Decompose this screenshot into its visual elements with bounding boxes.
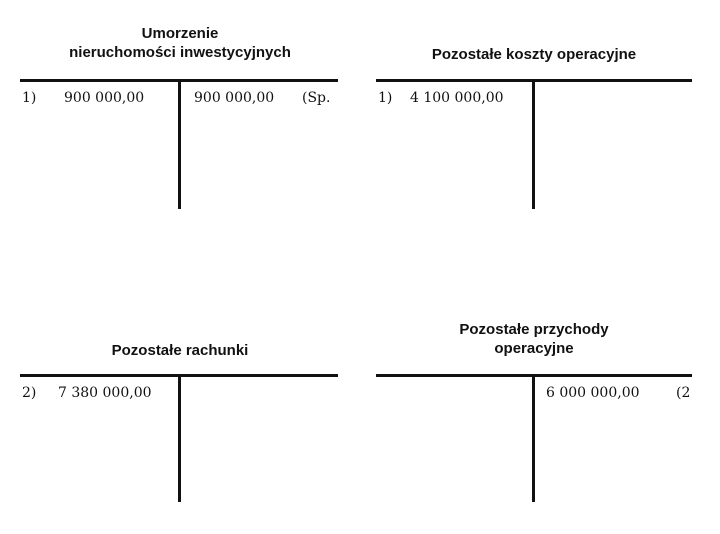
credit-entry-ref: (Sp.: [302, 90, 331, 106]
t-account-pozostale-koszty: [360, 0, 720, 267]
t-account-vertical-line: [532, 374, 535, 502]
credit-entry-ref: (2: [676, 385, 691, 401]
account-title: Pozostałe koszty operacyjne: [431, 46, 637, 63]
t-account-umorzenie: [0, 0, 360, 267]
t-account-vertical-line: [178, 79, 181, 209]
debit-entry-ref: 1): [378, 90, 393, 106]
account-title: Umorzenie nieruchomości inwestycyjnych: [69, 25, 291, 61]
t-account-vertical-line: [532, 79, 535, 209]
credit-entry-amount: 900 000,00: [194, 90, 275, 106]
credit-entry-amount: 6 000 000,00: [546, 385, 640, 401]
debit-entry-amount: 4 100 000,00: [410, 90, 504, 106]
account-title: Pozostałe rachunki: [111, 342, 249, 359]
t-account-pozostale-rachunki: [0, 267, 360, 534]
account-title: Pozostałe przychody operacyjne: [459, 321, 609, 357]
debit-entry-amount: 900 000,00: [64, 90, 145, 106]
debit-entry-ref: 1): [22, 90, 37, 106]
t-account-vertical-line: [178, 374, 181, 502]
debit-entry-ref: 2): [22, 385, 37, 401]
t-account-pozostale-przychody: [360, 267, 720, 534]
debit-entry-amount: 7 380 000,00: [58, 385, 152, 401]
